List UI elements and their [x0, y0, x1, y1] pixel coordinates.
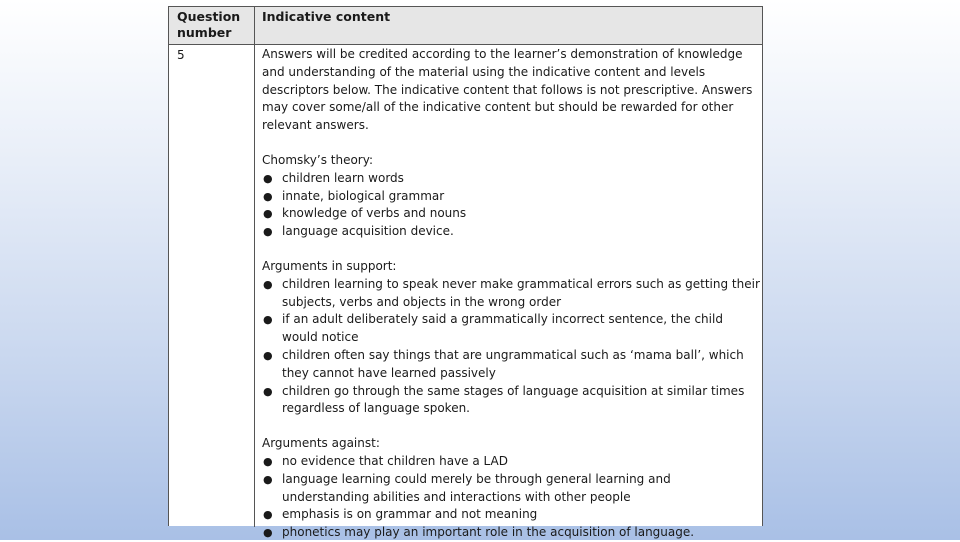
list-item: ● language acquisition device. — [262, 223, 760, 241]
bullet-icon: ● — [263, 472, 273, 486]
column-divider — [254, 7, 255, 527]
list-item: ● children go through the same stages of language acquisition at similar times regardless of language spoken. — [263, 383, 745, 416]
section-arguments-in-support — [262, 258, 760, 418]
bullet-icon: ● — [263, 171, 273, 185]
table-header-row — [169, 7, 762, 45]
list-item: ● phonetics may play an important role in the acquisition of language. — [262, 524, 760, 542]
section-title: Arguments against: — [262, 436, 380, 451]
intro-paragraph: Answers will be credited according to the learner’s demonstration of knowledge and understanding of the material using the indicative content and levels descriptors below. The indicative content that follows is not prescriptive. Answers may cover some/all of the indicative content but should be rewarded for other relevant answers. — [262, 47, 753, 133]
section-title: Arguments in support: — [262, 258, 397, 273]
list-item: ● emphasis is on grammar and not meaning — [262, 506, 760, 524]
bullet-icon: ● — [263, 189, 273, 203]
bullet-icon: ● — [263, 348, 273, 362]
section-title: Chomsky’s theory: — [262, 152, 374, 167]
list-item: ● children learning to speak never make grammatical errors such as getting their subjects, verbs and objects in the wrong order — [263, 276, 760, 309]
list-item: ● if an adult deliberately said a grammatically incorrect sentence, the child would notice — [263, 312, 723, 345]
list-item: ● children learn words — [262, 170, 760, 188]
bullet-list — [262, 170, 760, 241]
list-item: ● no evidence that children have a LAD — [262, 453, 760, 471]
bullet-list — [262, 276, 760, 418]
bullet-icon: ● — [263, 454, 273, 468]
mark-scheme-table — [168, 6, 763, 540]
section-chomsky-theory — [262, 152, 760, 241]
indicative-content-cell — [262, 46, 760, 542]
list-item: ● knowledge of verbs and nouns — [262, 205, 760, 223]
list-item: ● children often say things that are ungrammatical such as ‘mama ball’, which they cannot have learned passively — [263, 347, 744, 380]
bullet-icon: ● — [263, 384, 273, 398]
bullet-icon: ● — [263, 277, 273, 291]
bullet-icon: ● — [263, 225, 273, 239]
question-number-cell: 5 — [177, 48, 185, 62]
section-arguments-against — [262, 435, 760, 542]
bullet-icon: ● — [263, 526, 273, 540]
header-question-number: Question number — [177, 9, 241, 40]
bullet-list — [262, 453, 760, 542]
list-item: ● innate, biological grammar — [262, 188, 760, 206]
bullet-icon: ● — [263, 508, 273, 522]
bullet-icon: ● — [263, 207, 273, 221]
list-item: ● language learning could merely be through general learning and understanding abilities and interactions with other people — [263, 471, 671, 504]
bullet-icon: ● — [263, 313, 273, 327]
header-indicative-content: Indicative content — [262, 9, 391, 24]
